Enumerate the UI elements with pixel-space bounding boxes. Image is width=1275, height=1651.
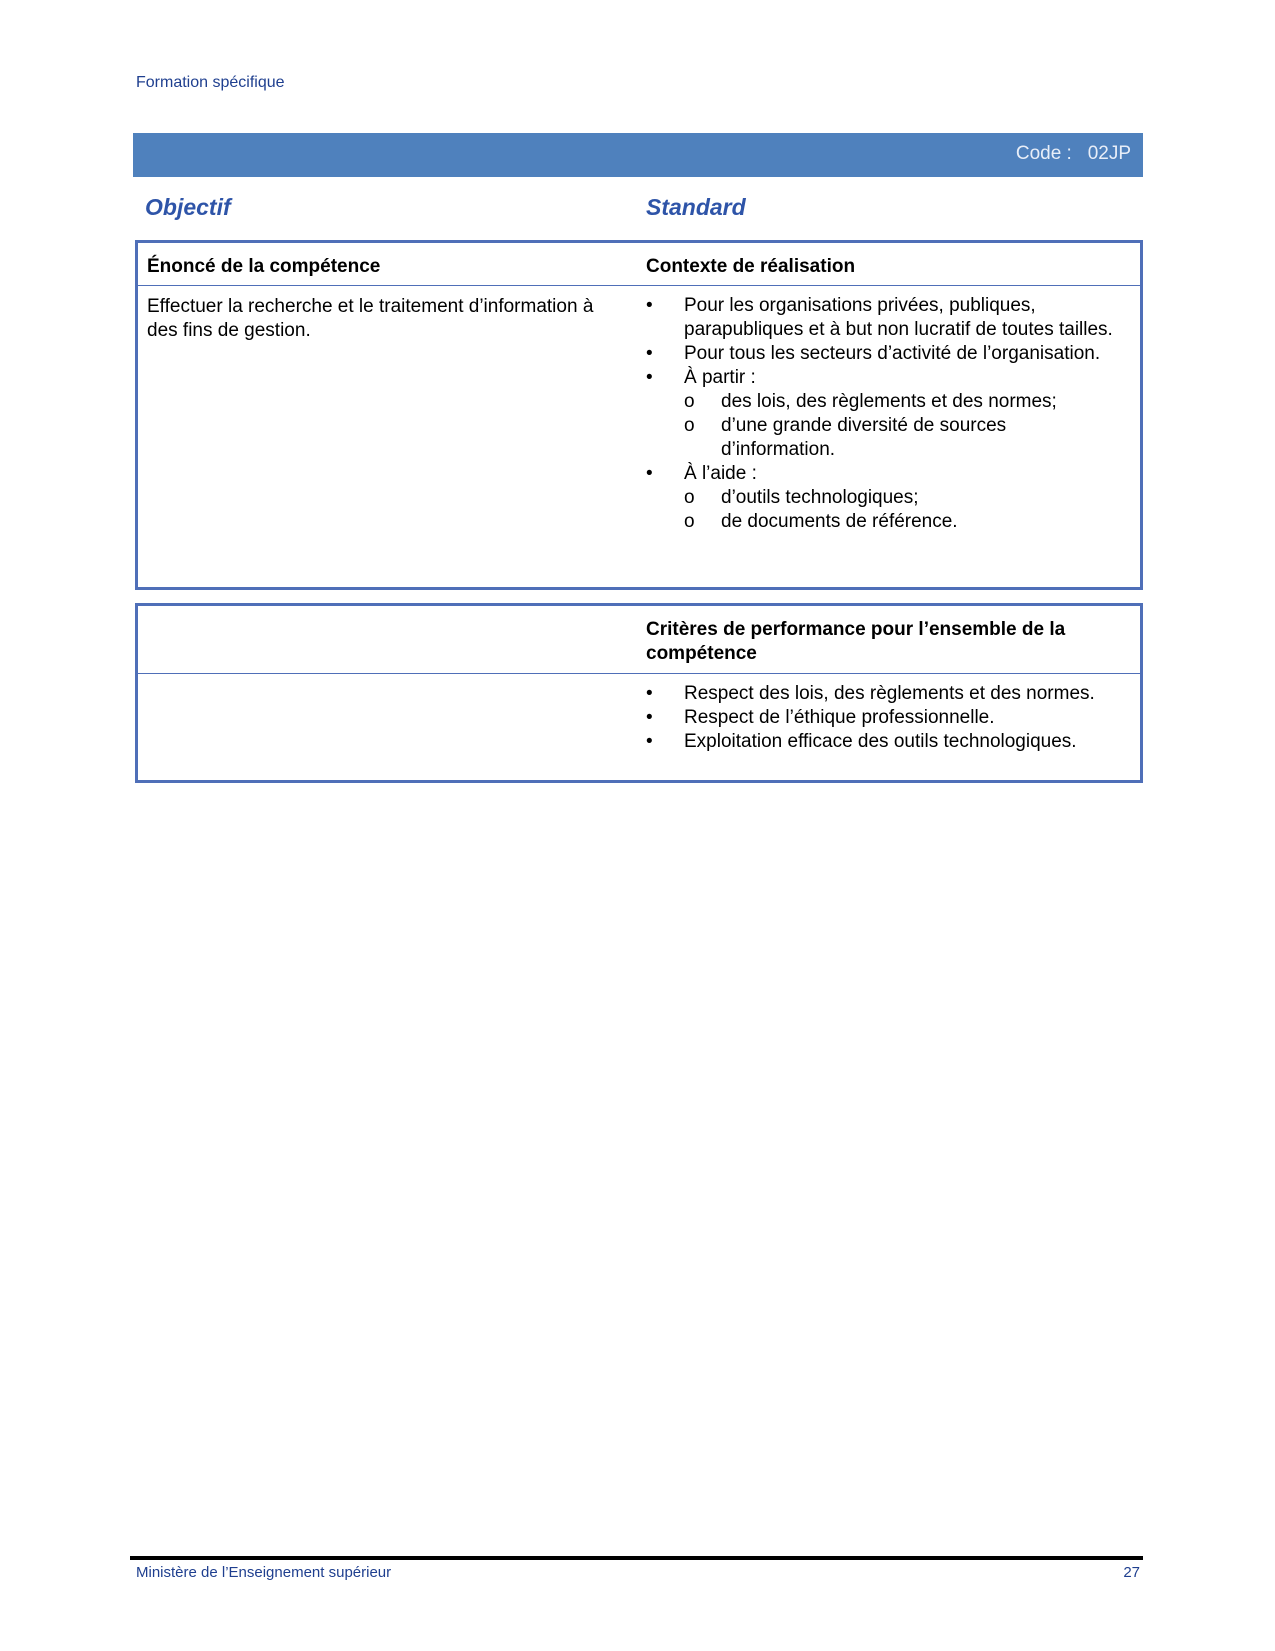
page-number: 27: [1123, 1564, 1140, 1581]
bullet-icon: •: [646, 343, 653, 364]
footer-rule: [130, 1556, 1143, 1560]
list-item-text: À l’aide :: [684, 463, 757, 484]
bullet-icon: •: [646, 731, 653, 752]
competence-statement: Effectuer la recherche et le traitement d’information à des fins de gestion.: [147, 296, 594, 341]
competence-table: [135, 240, 1143, 590]
criteria-list: [646, 682, 1116, 754]
list-item: [646, 682, 1116, 706]
code-value: 02JP: [1087, 143, 1131, 164]
sub-list-item: [684, 486, 1116, 510]
sub-list: [684, 486, 1116, 534]
bullet-icon: •: [646, 683, 653, 704]
list-item: [646, 462, 1116, 534]
circle-bullet-icon: o: [684, 391, 695, 412]
statement-header: Énoncé de la compétence: [147, 256, 381, 277]
list-item-text: Exploitation efficace des outils technologiques.: [684, 731, 1077, 752]
section-title-objective: Objectif: [145, 194, 231, 220]
running-head: Formation spécifique: [136, 74, 285, 91]
sub-list-item-text: d’une grande diversité de sources d’information.: [721, 415, 1007, 460]
code-label-text: Code :: [1015, 143, 1072, 164]
list-item-text: À partir :: [684, 367, 756, 388]
list-item: [646, 366, 1116, 462]
sub-list-item-text: de documents de référence.: [721, 511, 958, 532]
footer-ministry: Ministère de l’Enseignement supérieur: [136, 1564, 392, 1581]
code-label: [1016, 143, 1131, 165]
circle-bullet-icon: o: [684, 487, 695, 508]
sub-list-item: [684, 510, 1116, 534]
bullet-icon: •: [646, 707, 653, 728]
list-item: [646, 342, 1116, 366]
sub-list-item-text: des lois, des règlements et des normes;: [721, 391, 1057, 412]
list-item: [646, 730, 1116, 754]
criteria-table-header: [138, 606, 1140, 674]
sub-list: [684, 390, 1116, 462]
list-item-text: Respect de l’éthique professionnelle.: [684, 707, 995, 728]
circle-bullet-icon: o: [684, 511, 695, 532]
bullet-icon: •: [646, 463, 653, 484]
criteria-header: Critères de performance pour l’ensemble de la compétence: [646, 619, 1066, 664]
criteria-table: [135, 603, 1143, 783]
context-list: [646, 294, 1116, 534]
sub-list-item: [684, 390, 1116, 414]
sub-list-item-text: d’outils technologiques;: [721, 487, 919, 508]
competence-table-header: [138, 243, 1140, 286]
bullet-icon: •: [646, 295, 653, 316]
bullet-icon: •: [646, 367, 653, 388]
section-title-standard: Standard: [646, 194, 746, 220]
list-item-text: Pour tous les secteurs d’activité de l’organisation.: [684, 343, 1101, 364]
context-header: Contexte de réalisation: [646, 256, 856, 277]
list-item: [646, 294, 1116, 342]
list-item: [646, 706, 1116, 730]
circle-bullet-icon: o: [684, 415, 695, 436]
sub-list-item: [684, 414, 1116, 462]
list-item-text: Pour les organisations privées, publiques, parapubliques et à but non lucratif de toutes tailles.: [684, 295, 1113, 340]
code-band: [133, 133, 1143, 177]
list-item-text: Respect des lois, des règlements et des normes.: [684, 683, 1095, 704]
